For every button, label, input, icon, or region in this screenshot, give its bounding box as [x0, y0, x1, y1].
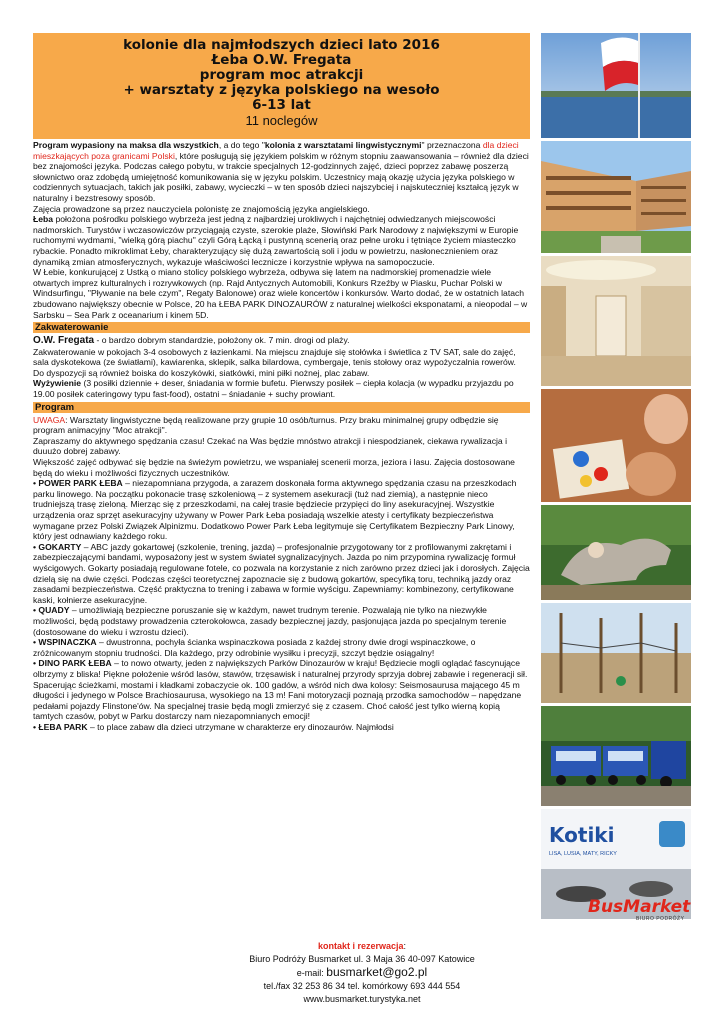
text: Łeba	[33, 214, 54, 225]
intro-paragraph	[33, 140, 530, 204]
list-item	[33, 605, 530, 637]
highlight-text: dla dzieci mieszkających poza granicami Polski	[33, 140, 519, 161]
email-link[interactable]: busmarket@go2.pl	[326, 965, 428, 979]
title-line: 6-13 lat	[252, 97, 311, 113]
subtitle: 11 noclegów	[245, 113, 318, 128]
text: • DINO PARK ŁEBA	[33, 658, 112, 669]
text: " przeznaczona	[421, 140, 483, 150]
hotel-name: O.W. Fregata	[33, 335, 95, 347]
paragraph: W Łebie, konkurującej z Ustką o miano stolicy polskiego wybrzeża, odbywa się latem na nadmorskiej promenadzie wiele otwartych imprez kulturalnych i rozrywkowych (np. Rajd Antycznych Automobili, Konkurs Rzeźby w Piasku, Puchar Polski w Windsurfingu, "Pływanie na bele czym", Regaty Balonowe) oraz wiele koncertów i konkursów. Warto dodać, że w ostatnich latach zbudowano największy obecnie w Polsce, 20 ha ŁEBA PARK DINOZAURÓW z naturalnej wielkości eksponatami, a nieopodal – w Sarbsku – Sea Park z oceanarium i kinem 5D.	[33, 267, 528, 320]
text: – ABC jazdy gokartowej (szkolenie, trening, jazda) – profesjonalnie przygotowany tor z profilowanymi zakrętami i zabezpieczającymi bandami, wyposażony jest w system świateł sygnalizacyjnych. Jazda po nim przypomina rywalizację formuł wyścigowych. Gokarty posiadają regulowane fotele, co pozwala na korzystanie z nich zarówno przez dzieci jak i dorosłych. Zajęcia dzielą się na dwie części. Podczas części teoretycznej zapoznacie się z budową gokartów, specyfiką toru, techniką jazdy oraz zasadami bezpieczeństwa. Część praktyczna to trening i zabawa w formie wyścigu. Zapewniamy: kombinezony, certyfikowane kaski, kołnierze asekuracyjne.	[33, 541, 530, 605]
paragraph	[33, 415, 530, 436]
intro-lead: Program wypasiony na maksa dla wszystkich	[33, 140, 219, 150]
paragraph: Zakwaterowanie w pokojach 3-4 osobowych z łazienkami. Na miejscu znajduje się stołówka i świetlica z TV SAT, sale do zajęć, sala dyskotekowa (ze światłami), kawiarenka, sklepik, salka bilardowa, cymbergaje, tenis stołowy oraz wypożyczalnia rowerów.	[33, 346, 516, 368]
paragraph: Większość zajęć odbywać się będzie na świeżym powietrzu, we wspaniałej scenerii morza, jeziora i lasu. Zajęcia dostosowane będą do wieku i możliwości fizycznych uczestników.	[33, 457, 515, 478]
text: – to place zabaw dla dzieci utrzymane w charakterze ery dinozaurów. Najmłodsi	[87, 721, 394, 732]
website-link[interactable]: www.busmarket.turystyka.net	[303, 994, 421, 1004]
paragraph	[33, 214, 530, 267]
photo-hotel	[541, 141, 691, 253]
text: (3 posiłki dziennie + deser, śniadania w formie bufetu. Pierwszy posiłek – ciepła kolacja (w wypadku przyjazdu po 19.00 posiłek cateringowy typu fast-food), ostatni – śniadanie + suchy prowiant.	[33, 378, 514, 400]
text: , a do tego "	[218, 140, 265, 150]
paragraph	[33, 378, 530, 399]
list-item	[33, 637, 530, 658]
text: Wyżywienie	[33, 378, 82, 389]
list-item	[33, 658, 530, 722]
warning-label: UWAGA	[33, 414, 66, 425]
photo-dino-park	[541, 505, 691, 600]
title-line: + warsztaty z języka polskiego na wesoło	[123, 82, 440, 98]
text: – umożliwiają bezpieczne poruszanie się w każdym, nawet trudnym terenie. Pozwalają nie tylko na niezwykłe możliwości, będą podstawy prowadzenia czterokołowca, zasady bezpiecznej jazdy, pasjonująca jazda po specjalnym terenie (dostosowane do wieku i wzrostu dzieci).	[33, 605, 507, 637]
title-banner	[33, 33, 530, 139]
phone: tel./fax 32 253 86 34 tel. komórkowy 693 444 554	[263, 981, 461, 991]
logo-text: BusMarket	[588, 897, 691, 917]
list-item	[33, 722, 530, 733]
paragraph: Zapraszamy do aktywnego spędzania czasu! Czekać na Was będzie mnóstwo atrakcji i niespodzianek, ciekawa rywalizacja i duuużo dobrej zabawy.	[33, 435, 507, 457]
photo-flag-lake	[541, 33, 691, 138]
title-line: Łeba O.W. Fregata	[211, 52, 352, 68]
photo-kids-painting	[541, 389, 691, 502]
paragraph: Zajęcia prowadzone są przez nauczyciela polonistę ze znajomością języka angielskiego.	[33, 203, 370, 214]
text: - o bardzo dobrym standardzie, położony ok. 7 min. drogi od plaży.	[94, 335, 350, 346]
logo-subtitle: BIURO PODRÓŻY	[636, 916, 685, 922]
text: • ŁEBA PARK	[33, 721, 88, 732]
main-text	[33, 140, 530, 732]
paragraph: Do dyspozycji są również boiska do koszykówki, siatkówki, mini piłki nożnej, plac zabaw.	[33, 367, 370, 378]
paragraph	[33, 335, 530, 347]
section-header-program: Program	[33, 402, 530, 413]
text: • POWER PARK ŁEBA	[33, 478, 123, 489]
text: • WSPINACZKA	[33, 637, 97, 648]
title-line: kolonie dla najmłodszych dzieci lato 2016	[123, 37, 440, 53]
text: położona pośrodku polskiego wybrzeża jest jedną z najbardziej urokliwych i najchętniej odwiedzanych miejscowości nadmorskich. Turystów i wczasowiczów przyciągają czyste, szerokie plaże, Słowiński Park Narodowy z największymi w Europie ruchomymi wydmami, "wielką górą piachu" czyli Górą Łącką i pustynną scenerią oraz pełne uroku i tętniące życiem miasteczko rybackie. Ponadto mikroklimat Łeby, charakteryzujący się dużą zawartością soli i jodu w powietrzu, nasłonecznieniem oraz dynamiką zmian atmosferycznych, wykazuje właściwości lecznicze i korzystnie wpływa na samopoczucie.	[33, 214, 519, 267]
title-line: program moc atrakcji	[199, 67, 364, 83]
photo-rope-park	[541, 603, 691, 703]
photo-lobby	[541, 256, 691, 386]
email-label: e-mail:	[296, 968, 327, 978]
busmarket-logo	[588, 898, 693, 930]
text: – dwustronna, pochyła ścianka wspinaczkowa posiada z każdej strony dwie drogi wspinaczkowe, o zróżnicowanym stopniu trudności. Dla każdego, przy odrobinie wysiłku i precyzji, szczyt będzie osiągalny!	[33, 637, 476, 658]
photo-train	[541, 706, 691, 806]
text: : Warsztaty lingwistyczne będą realizowane przy grupie 10 osób/turnus. Przy braku minimalnej grupy odbędzie się program animacyjny "Moc atrakcji".	[33, 414, 499, 436]
address: Biuro Podróży Busmarket ul. 3 Maja 36 40-097 Katowice	[249, 954, 475, 964]
footer-contact	[0, 940, 724, 1006]
text: kolonia z warsztatami lingwistycznymi	[264, 140, 422, 150]
list-item	[33, 478, 530, 542]
text: , które posługują się językiem polskim w różnym stopniu zaawansowania – również dla dzieci bez znajomości języka. Podczas całego pobytu, w trakcie specjalnych 12-godzinnych zajęć, dzieci poprzez zabawę poszerzą słownictwo oraz zdobędą umiejętność komunikowania się w języku polskim. Uczestnicy mają okazję użycia języka polskiego w codziennych sytuacjach, takich jak posiłki, zabawy, wycieczki – w ten sposób dzieci najszybciej i najskuteczniej kształcą język w naturalny i bezstresowy sposób.	[33, 150, 529, 203]
text: • GOKARTY	[33, 541, 82, 552]
text: :	[403, 941, 407, 951]
contact-title: kontakt i rezerwacja	[317, 941, 404, 951]
text: – to nowo otwarty, jeden z największych Parków Dinozaurów w kraju! Będziecie mogli oglądać fascynujące olbrzymy z bliska! Piękne położenie wśród lasów, stawów, trzęsawisk i naturalnej przyrody sprzyja dobrej zabawie i regeneracji sił. Spacerując ścieżkami, mostami i kładkami zobaczycie ok. 100 gadów, a wśród nich dwa kolosy: Seismosaurusa mającego 45 m długości i jedynego w Polsce Brachiosaurusa, wysokiego na 13 m! Fani motoryzacji poznają przodka samochodów – napędzane pedałami pojazdy Flinstone'ów. Na specjalnej trasie będą mogli zmierzyć się z czasem. Choć całość jest tylko wierną kopią tamtych czasów, pobyt w Parku dostarczy nam niezapomnianych emocji!	[33, 658, 528, 722]
contact-title-line	[0, 940, 724, 953]
email-line	[0, 966, 724, 980]
kotiki-title: Kotiki	[549, 823, 615, 847]
kotiki-subtitle: LISA, LUSIA, MATY, RICKY	[549, 851, 617, 857]
section-header-zakwaterowanie: Zakwaterowanie	[33, 322, 530, 333]
list-item	[33, 542, 530, 606]
text: – niezapomniana przygoda, a zarazem doskonała forma aktywnego spędzania czasu na przeszkodach parku linowego. Na początku pokonacie trasę szkoleniową – z systemem asekuracji (tuż nad ziemią), a następnie nieco trudniejszą trasę zieloną. Mierząc się z przeszkodami, na całej trasie będziecie przypięci do liny asekuracyjnej. Wszystkie urządzenia oraz sprzęt asekuracyjny używany w Power Park Łeba posiadają wszelkie atesty i certyfikaty bezpieczeństwa wymagane przez Polski Związek Alpinizmu. Dodatkowo Power Park Łeba legitymuje się Certyfikatem Bezpieczny Park Linowy, który jest odnawiany każdego roku.	[33, 478, 517, 542]
text: • QUADY	[33, 605, 70, 616]
